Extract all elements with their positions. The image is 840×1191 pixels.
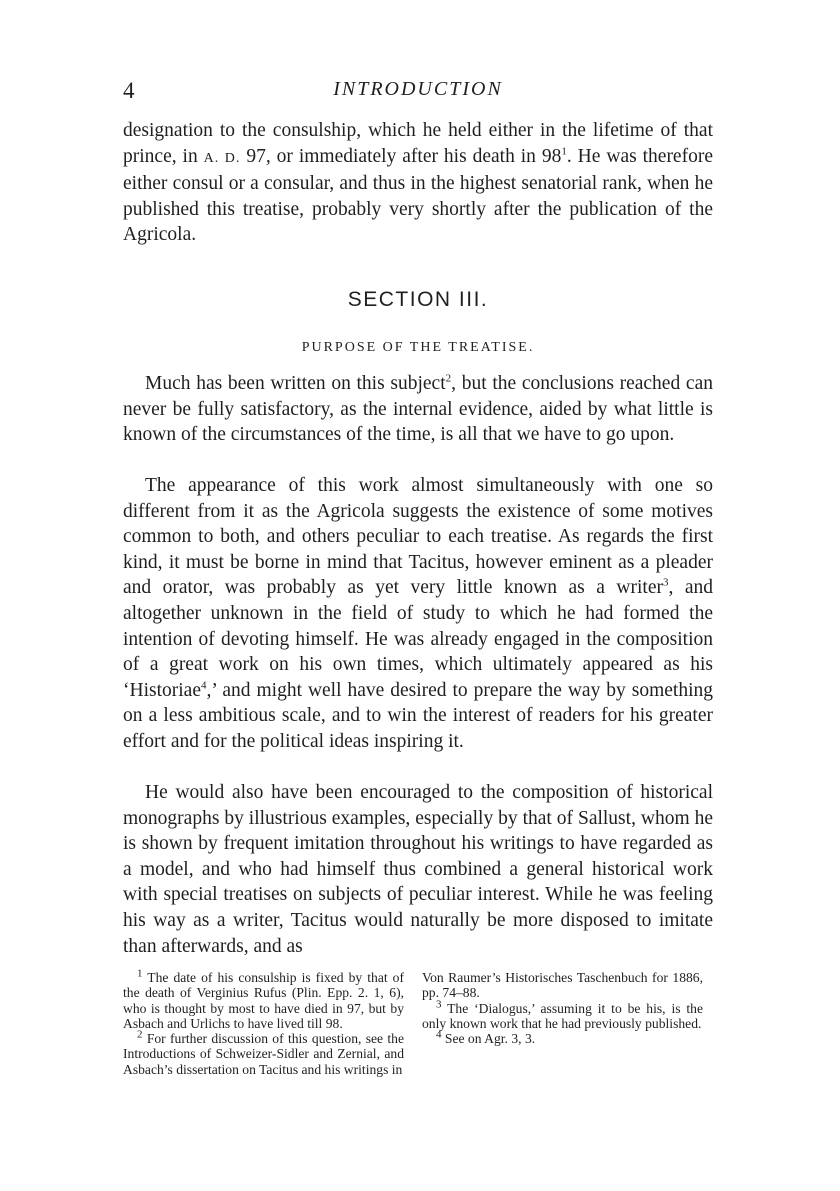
footnote-2-text: For further discussion of this question, see the Introductions of Schweizer-Sidler and Zernial, and Asbach’s dissertation on Tacitus and his writings in (123, 1031, 404, 1077)
footnote-4 (422, 1028, 703, 1047)
paragraph-2-text-b: , and altogether unknown in the field of study to which he had formed the intention of devoting himself. He was already engaged in the composition of a great work on his own times, which ultimately appeared as his ‘Historiae (123, 577, 714, 701)
footnote-ref-2[interactable]: 2 (445, 372, 452, 385)
paragraph-2-text-a: The appearance of this work almost simultaneously with one so different from it as the Agricola suggests the existence of some motives common to both, and others peculiar to each treatise. As regards the first kind, it must be borne in mind that Tacitus, however eminent as a pleader and orator, was probably as yet very little known as a writer (123, 475, 713, 599)
footnote-ref-4[interactable]: 4 (200, 679, 207, 692)
paragraph-2 (123, 473, 713, 755)
paragraph-1-text-a: Much has been written on this subject (145, 373, 446, 394)
running-title: INTRODUCTION (333, 78, 503, 100)
footnote-3-number: 3 (436, 998, 442, 1011)
footnotes (123, 967, 713, 1080)
footnote-1-text: The date of his consulship is fixed by that of the death of Verginius Rufus (Plin. Epp. 2. 1, 6), who is thought by most to have died in 97, but by Asbach and Urlichs to have lived till 98. (123, 970, 404, 1031)
intro-text-b: 97, or immediately after his death in 98 (240, 145, 562, 167)
footnotes-left-column (123, 967, 404, 1077)
section-subheading: PURPOSE OF THE TREATISE. (301, 340, 535, 355)
paragraph-3 (123, 780, 713, 959)
footnote-3 (422, 998, 703, 1032)
footnote-1 (123, 967, 404, 1031)
paragraph-1-text-b: , but the conclusions reached can never be fully satisfactory, as the internal evidence, aided by what little is known of the circumstances of the time, is all that we have to go upon. (123, 373, 713, 446)
intro-paragraph (123, 118, 713, 248)
intro-text-a: designation to the consulship, which he held either in the lifetime of that prince, in (123, 120, 713, 167)
footnotes-right-column (422, 970, 703, 1046)
footnote-1-number: 1 (137, 967, 143, 980)
footnote-2 (123, 1028, 404, 1077)
paragraph-1 (123, 371, 713, 448)
footnote-ref-3[interactable]: 3 (662, 576, 669, 589)
footnote-2-continuation: Von Raumer’s Historisches Taschenbuch for 1886, pp. 74–88. (422, 970, 703, 1001)
footnote-ref-1[interactable]: 1 (561, 145, 567, 158)
intro-text-c: . He was therefore either consul or a consular, and thus in the highest senatorial rank, when he published this treatise, probably very shortly after the publication of the Agricola. (123, 145, 713, 246)
footnote-2-number: 2 (137, 1028, 143, 1041)
paragraph-2-text-c: ,’ and might well have desired to prepare the way by something on a less ambitious scale, and to win the interest of readers for his greater effort and for the political ideas inspiring it. (123, 679, 713, 752)
running-head (123, 78, 713, 108)
era-abbreviation: A. D. (203, 150, 241, 166)
footnote-4-number: 4 (436, 1028, 442, 1041)
footnote-3-text: The ‘Dialogus,’ assuming it to be his, is the only known work that he had previously published. (422, 1000, 703, 1031)
footnote-4-text: See on Agr. 3, 3. (441, 1031, 536, 1047)
section-heading: SECTION III. (347, 288, 489, 311)
paragraph-3-text: He would also have been encouraged to the composition of historical monographs by illustrious examples, especially by that of Sallust, whom he is shown by frequent imitation throughout his writings to have regarded as a model, and who had himself thus combined a general historical work with special treatises on subjects of peculiar interest. While he was feeling his way as a writer, Tacitus would naturally be more disposed to imitate than afterwards, and as (123, 782, 713, 957)
page-number: 4 (123, 78, 135, 103)
